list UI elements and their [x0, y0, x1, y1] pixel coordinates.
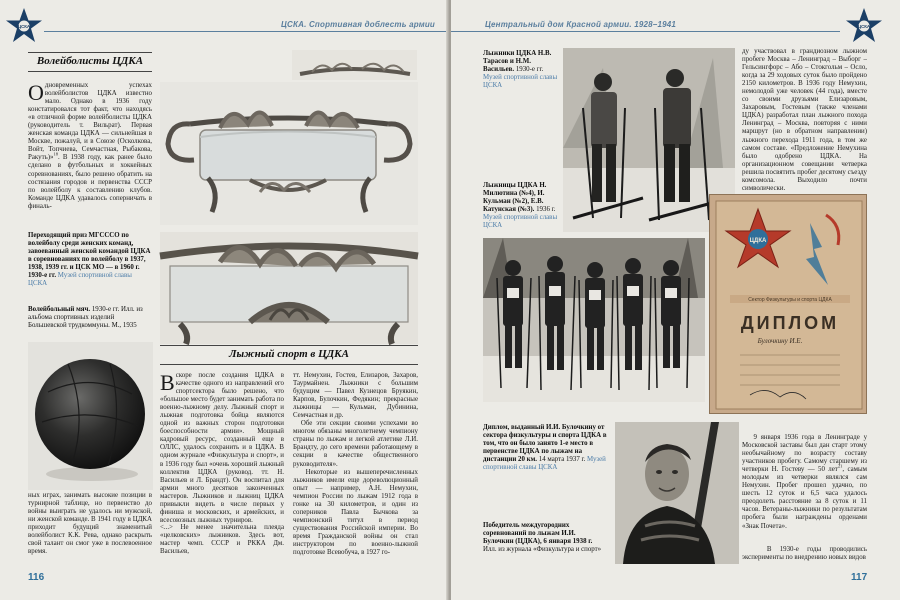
ball-caption: [28, 306, 152, 338]
cup-closeup-photo: [160, 232, 418, 344]
volleyball-photo: [28, 342, 153, 490]
diploma-star-text: ЦДКА: [749, 238, 767, 244]
left-page: [0, 0, 449, 600]
caption-tarasov-credit: Музей спортивной славы ЦСКА: [483, 74, 558, 89]
caption-team: [483, 182, 565, 238]
team-skiers-photo: [483, 238, 705, 402]
section-rule-top: [28, 52, 152, 53]
right-bottom-text-2: , самым молодым из четверки являлся сам Немухин. Пробег прошел удачно, по шесть 12 суток и 6,5 часа удалось преодолеть расстояние за 8 суток и 11 часов. Ветераны-лыжники по результатам пробега были награждены орденами «Знак Почета».: [742, 466, 867, 530]
right-bottom-text: [742, 434, 867, 544]
caption-tarasov-bold: Лыжники ЦДКА Н.В. Тарасов и Н.М. Васильев.: [483, 50, 552, 73]
star-label: ЦСКА: [17, 24, 31, 29]
running-head: ЦСКА. Спортивная доблесть армии: [281, 20, 435, 29]
caption-tarasov: [483, 50, 561, 106]
caption-team-bold: Лыжницы ЦДКА Н. Милютина (№4), И. Кульман (№2), Е.В. Катунская (№3).: [483, 182, 547, 213]
volleyball-text-cont: ных играх, занимать высокие позиции в турнирной таблице, но первенство до войны выиграть не удалось ни мужской, ни женской команде. В 1941 году в ЦДКА приходит будущий знаменитый волейболист К.К. Рева, однако раскрыть свой талант он смог уже в послевоенное время.: [28, 492, 152, 556]
skiing-col2-p1: тт. Немухин, Гостев, Елизаров, Захаров, Таурмайнен. Лыжники с большим будущим — Павел Кузнецов Бруякин, Карпов, Булочкин, Федякин; прекрасные лыжницы — Кульман, Дубинина, Семчастная и др.: [293, 372, 418, 420]
section-title-volleyball: Волейболисты ЦДКА: [36, 55, 144, 67]
right-bottom-text-1: 9 января 1936 года в Ленинграде у Московской заставы был дан старт этому необычайному по возрасту составу участников пробегу. Самому старшему из четверки Н. Гостеву — 50 лет: [742, 434, 868, 474]
caption-team-rest: 1936 г.: [534, 206, 556, 213]
star-label: ЦСКА: [857, 24, 871, 29]
ski-rule-top: [160, 345, 418, 346]
skiing-col1: [160, 370, 284, 524]
caption-diploma-credit: Музей спортивной славы ЦСКА: [483, 456, 606, 471]
cup-caption-bold: Переходящий приз МГСССО по волейболу среди женских команд, завоеванный женской командой ЦДКА в соревнованиях по волейболу в 1937, 1938, 1939 гг. и ЦСК МО — в 1960 г. 1930-е гг.: [28, 232, 151, 279]
dropcap: О: [28, 80, 44, 105]
diploma-word: ДИПЛОМ: [740, 313, 840, 333]
dropcap-ski: В: [160, 370, 175, 395]
skiing-col2-p2: Обе эти секции своими успехами во многом обязаны многолетнему чемпиону страны по лыжам и легкой атлетике Л.И. Брандту, до сего времени работающему в секции в качестве общественного руководителя».: [293, 420, 418, 468]
caption-winner: [483, 522, 607, 566]
cup-detail-photo: [292, 50, 417, 80]
skiing-col1-tail: <...> Не менее значительна плеяда «целковских» лыжников. Здесь вот, мастер чемп. СССР и РККА Дм. Васильев,: [160, 524, 284, 556]
header-rule-right: [451, 31, 840, 32]
caption-diploma-bold: Диплом, выданный И.И. Булочкину от сектора физкультуры и спорта ЦДКА в том, что он было занято 1-е место в первенстве ЦДКА по лыжам на дистанции 20 км.: [483, 424, 607, 463]
diploma-image: [709, 194, 867, 414]
caption-winner-rest: Илл. из журнала «Физкультура и спорт»: [483, 546, 602, 553]
cup-photo: [160, 82, 418, 225]
header-rule: [44, 31, 449, 32]
caption-winner-bold: Победитель междугородних соревнований по лыжам И.И. Булочкин (ЦДКА), 6 января 1938 г.: [483, 522, 593, 545]
right-bottom-text-3: [742, 546, 867, 564]
cska-star-icon: [844, 6, 884, 46]
page-number-right: 117: [851, 572, 868, 583]
skiing-col1-text: скоре после создания ЦДКА в качестве одного из направлений его спортсектора было решено, что «большое место будет занимать работа по военно-лыжному делу. Лыжный спорт и лыжная подготовка бойца являются одной из важных сторон подготовки боеспособности армии». Мощный кадровый ресурс, созданный еще в ОЛЛС, удалось сохранить и в ЦДКА. В одном журнале «Физкультура и спорт», и в 1936 году был «очень хороший лыжный коллектив ЦДКА (руковод. тт. Н. Васильев и Л. Брандт). Он воспитал для армии много десятков законченных мастеров. Лыжников и лыжниц ЦДКА привыкли видеть в числе первых у финиша и московских, и армейских, и всесоюзных лыжных турниров.: [160, 372, 284, 524]
cup-caption-credit: Музей спортивной славы ЦСКА: [28, 272, 132, 287]
skiing-col2: [293, 372, 418, 564]
right-page: [451, 0, 900, 600]
diploma-sector: Сектор Физкультуры и спорта ЦДКА: [748, 297, 832, 303]
section-rule-bottom: [28, 71, 152, 72]
caption-diploma: [483, 424, 607, 486]
ball-caption-bold: Волейбольный мяч.: [28, 306, 91, 313]
volleyball-text-end: . В 1938 году, как ранее было сделано в футбольных и хоккейных соревнованиях, было решено обратить на состязания городов и первенства СССР по волейболу к составлению клубов. Команде ЦДКА удавалось соперничать в финаль-: [28, 154, 152, 210]
right-top-text: ду участвовал в грандиозном лыжном пробеге Москва – Ленинград – Выборг – Гельсингфорс – Або – Стокгольм – Осло, когда за 29 ходовых суток было пройдено 2150 километров. В 1936 году Немухин, немолодой уже человек (44 года), вместе со своими друзьями Елизаровым, Захаровым, Гостевым (также членами ЦДКА) разработал план лыжного похода Ленинград – Москва, повторяя с ними маршрут (но в обратном направлении) лыжного перехода 1911 года, в том же самом составе. «Предложение Немухина было одобрено ЦДКА. На организационном совещании четверка решила посвятить пробег десятому съезду комсомола. Выходило почти символически.: [742, 48, 867, 192]
ski-rule-bottom: [160, 364, 418, 365]
volleyball-text: дновременных успехах волейболистов ЦДКА известно мало. Однако в 1936 году констатировался тот факт, что находясь «в отличной форме волейболисты ЦДКА (руководитель т. Вильрат). Первая женская команда ЦДКА — сильнейшая в Москве, пожалуй, и в Союзе (Осколкова, Войт, Топчиева, Семчастная, Рыбакова, Ракуть)»: [28, 82, 152, 162]
caption-team-credit: Музей спортивной славы ЦСКА: [483, 214, 558, 229]
caption-tarasov-rest: 1930-е гг.: [514, 66, 544, 73]
cska-star-icon: [4, 6, 44, 46]
skiing-col2-p3: Некоторые из вышеперечисленных лыжников имели еще дореволюционный опыт — например, А.Н. Немухин, чемпион России по лыжам 1912 года в гонке на 30 километров, и один из соперников Павла Бычкова за чемпионский титул в период существования Российской империи. Во время Гражданской войны он стал инструктором по военно-лыжной подготовке Всевобуча, в 1927 го-: [293, 468, 418, 557]
diploma-name: Булочкину И.Е.: [757, 337, 803, 345]
volleyball-body: [28, 82, 152, 215]
cup-caption: [28, 232, 152, 296]
bulochkin-photo: [615, 422, 739, 564]
section-title-skiing: Лыжный спорт в ЦДКА: [229, 348, 349, 360]
page-number-left: 116: [28, 572, 45, 583]
running-head-right: Центральный дом Красной армии. 1928–1941: [485, 20, 677, 29]
footnote-ref: 18: [53, 152, 58, 158]
ball-caption-rest: 1930-е гг. Илл. из альбома спортивных изделий Большевской трудкоммуны. М., 1935: [28, 306, 143, 329]
right-bottom-text-3-span: В 1930-е годы проводились эксперименты по внедрению новых видов: [742, 546, 867, 562]
footnote-ref: 21: [837, 463, 843, 469]
caption-diploma-rest: 14 марта 1937 г.: [537, 456, 586, 463]
